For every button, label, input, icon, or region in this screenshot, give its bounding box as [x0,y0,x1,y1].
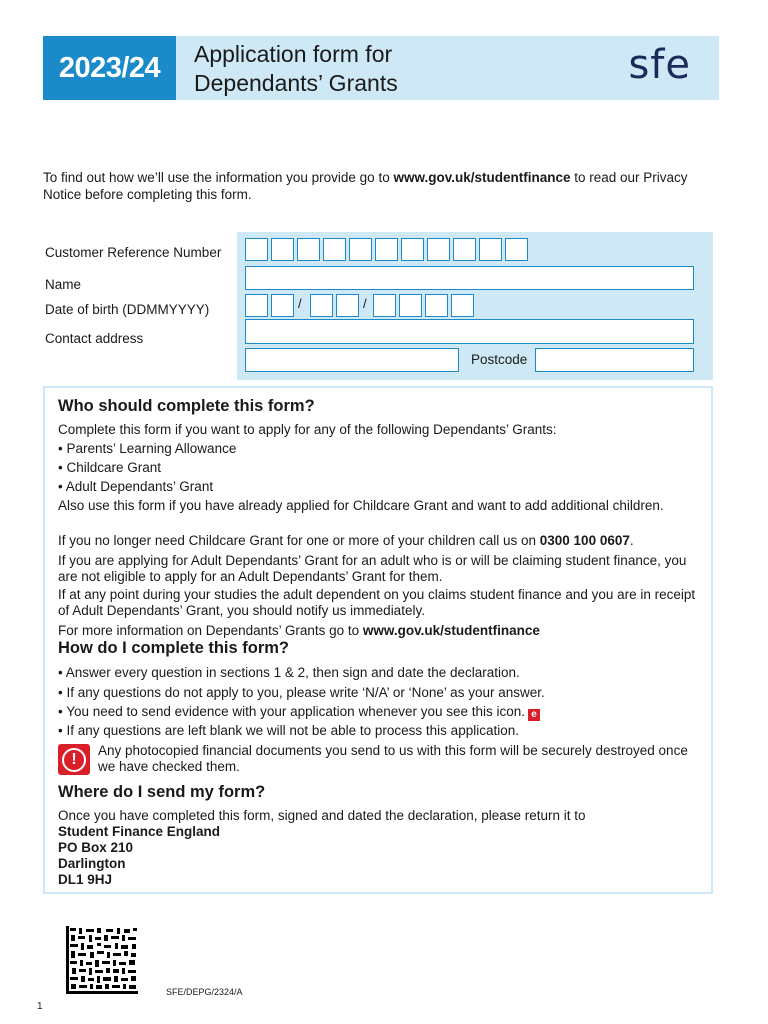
crn-digit-box[interactable] [297,238,320,261]
crn-digit-box[interactable] [427,238,450,261]
crn-digit-box[interactable] [349,238,372,261]
who-additional-children: Also use this form if you have already applied for Childcare Grant and want to add additional children. [58,498,664,513]
phone-number: 0300 100 0607 [539,533,630,548]
address-line [58,872,698,888]
how-bullet: • If any questions do not apply to you, please write ‘N/A’ or ‘None’ as your answer. [58,685,545,700]
who-adult-eligibility: If you are applying for Adult Dependants’ Grant for an adult who is or will be claiming student finance, you are not eligible to apply for an Adult Dependants’ Grant for them. [58,553,687,584]
where-heading: Where do I send my form? [58,783,266,801]
where-instructions: Once you have completed this form, signed and dated the declaration, please return it to [58,808,586,823]
dob-label: Date of birth (DDMMYYYY) [45,302,210,317]
who-intro: Complete this form if you want to apply for any of the following Dependants’ Grants: [58,422,557,437]
warning-icon-glyph: ! [62,748,86,772]
who-no-longer-need [58,533,698,549]
more-info-link[interactable]: www.gov.uk/studentfinance [362,623,540,638]
address-line1-field[interactable] [245,319,694,344]
how-bullet-evidence [58,704,698,721]
list-item: • Adult Dependants’ Grant [58,479,214,494]
who-notify: If at any point during your studies the adult dependent on you claims student finance and you are in receipt of Adult Dependants’ Grant, you should notify us immediately. [58,587,696,618]
warning-icon [58,744,90,775]
crn-digit-box[interactable] [479,238,502,261]
dob-month-box[interactable] [310,294,333,317]
how-bullet-evidence-text: • You need to send evidence with your application whenever you see this icon. [58,704,526,719]
form-code: SFE/DEPG/2324/A [166,987,243,997]
form-title-line2: Dependants’ Grants [194,70,398,96]
address-org: Student Finance England [58,824,221,839]
dob-day-box[interactable] [245,294,268,317]
crn-digit-box[interactable] [323,238,346,261]
who-more-info-text: For more information on Dependants’ Grants go to [58,623,363,638]
form-title [194,40,398,98]
form-title-line1: Application form for [194,41,393,67]
guidance-box [43,386,713,894]
list-item: • Parents’ Learning Allowance [58,441,237,456]
postcode-field[interactable] [535,348,694,372]
privacy-intro [43,169,723,203]
dob-day-box[interactable] [271,294,294,317]
name-field[interactable] [245,266,694,290]
crn-digit-box[interactable] [271,238,294,261]
privacy-link[interactable]: www.gov.uk/studentfinance [393,170,571,185]
address-label: Contact address [45,331,144,346]
header-band [176,36,719,100]
who-more-info [58,623,698,639]
warning-text: Any photocopied financial documents you send to us with this form will be securely destroyed once we have checked them. [98,743,688,774]
address-town: Darlington [58,856,126,871]
how-bullet: • Answer every question in sections 1 & 2, then sign and date the declaration. [58,665,520,680]
crn-digit-box[interactable] [245,238,268,261]
how-bullet: • If any questions are left blank we will not be able to process this application. [58,723,519,738]
page-number: 1 [37,1001,43,1012]
dob-month-box[interactable] [336,294,359,317]
dob-year-box[interactable] [425,294,448,317]
address-pobox: PO Box 210 [58,840,134,855]
address-postcode: DL1 9HJ [58,872,113,887]
crn-digit-box[interactable] [401,238,424,261]
dob-year-box[interactable] [373,294,396,317]
address-line [58,856,698,872]
address-line [58,840,698,856]
address-line [58,824,698,840]
how-heading: How do I complete this form? [58,639,290,657]
datamatrix-code-icon [66,926,138,994]
crn-digit-box[interactable] [505,238,528,261]
dob-year-box[interactable] [451,294,474,317]
crn-digit-box[interactable] [375,238,398,261]
crn-digit-box[interactable] [453,238,476,261]
address-line2-field[interactable] [245,348,459,372]
intro-text1: To find out how we’ll use the information you provide go to [43,170,394,185]
year-badge: 2023/24 [43,36,176,100]
crn-label: Customer Reference Number [45,245,222,260]
who-heading: Who should complete this form? [58,397,315,415]
dob-separator: / [363,296,367,311]
dob-separator: / [298,296,302,311]
sfe-logo: sfe [628,42,691,88]
evidence-icon: e [528,709,540,721]
postcode-label: Postcode [471,352,528,367]
name-label: Name [45,277,82,292]
who-no-longer-text: If you no longer need Childcare Grant for one or more of your children call us on [58,533,540,548]
intro-text2: to read our Privacy Notice before completing this form. [43,170,688,202]
dob-year-box[interactable] [399,294,422,317]
who-no-longer-end: . [629,533,634,548]
list-item: • Childcare Grant [58,460,162,475]
